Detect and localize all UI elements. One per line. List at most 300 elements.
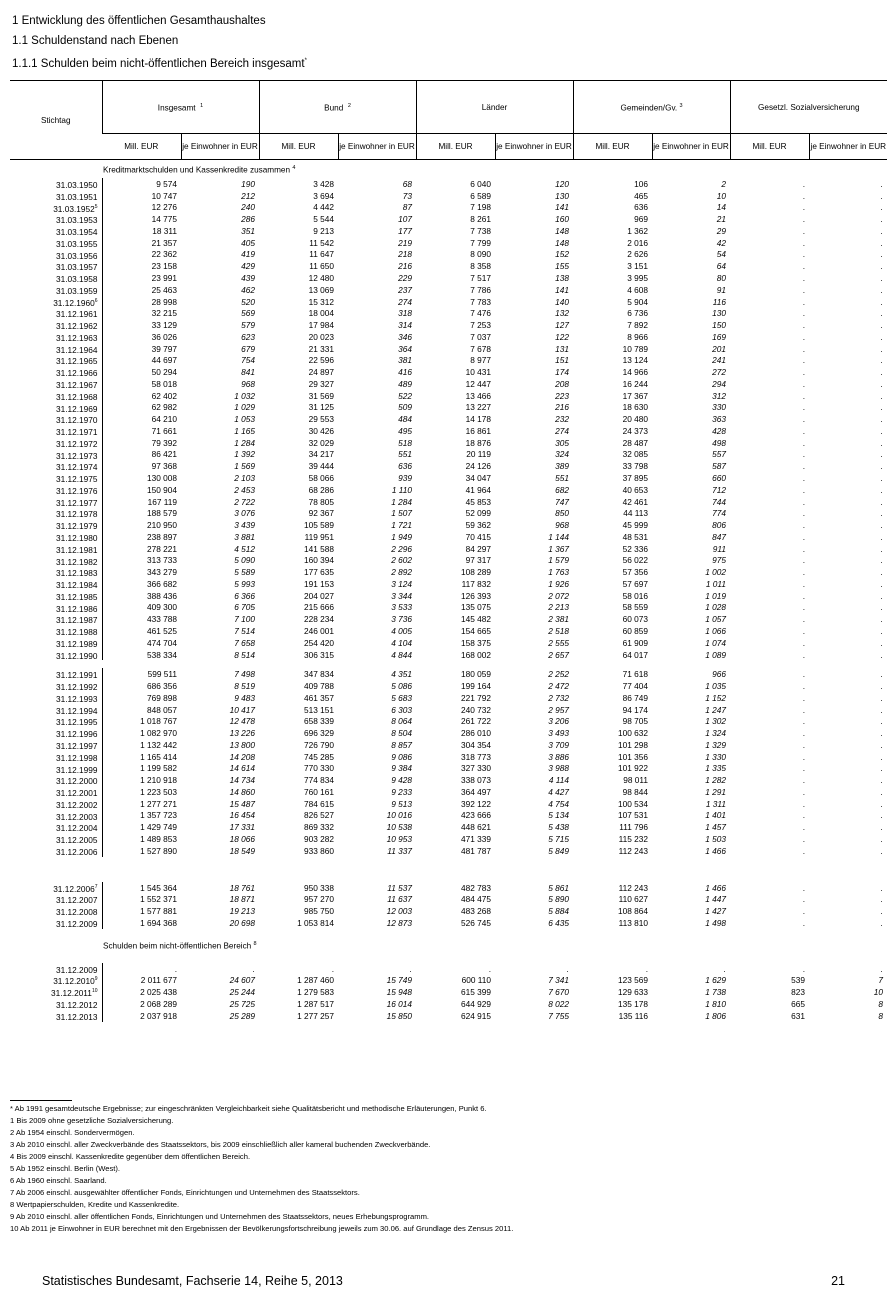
footnote: 4 Bis 2009 einschl. Kassenkredite gegenüber dem öffentlichen Bereich. bbox=[10, 1152, 251, 1161]
cell-stichtag: 31.12.2003 bbox=[10, 810, 102, 822]
cell-je-einwohner: 1 806 bbox=[705, 1010, 727, 1021]
cell-mill-eur: 39 797 bbox=[151, 343, 177, 354]
cell-mill-eur: . bbox=[802, 739, 806, 750]
title-sub: 1.1 Schuldenstand nach Ebenen bbox=[12, 35, 179, 47]
cell-je-einwohner: 17 331 bbox=[229, 822, 255, 833]
cell-je-einwohner: 8 857 bbox=[391, 739, 412, 750]
footnote: 6 Ab 1960 einschl. Saarland. bbox=[10, 1176, 107, 1185]
cell-je-einwohner: . bbox=[880, 496, 884, 507]
cell-je-einwohner: 13 226 bbox=[229, 728, 255, 739]
cell-mill-eur: 44 113 bbox=[623, 508, 648, 519]
cell-je-einwohner: 130 bbox=[712, 308, 727, 319]
cell-mill-eur: 957 270 bbox=[304, 894, 334, 905]
cell-je-einwohner: 6 366 bbox=[234, 590, 255, 601]
cell-mill-eur: 45 999 bbox=[622, 520, 648, 531]
cell-mill-eur: 84 297 bbox=[465, 543, 491, 554]
cell-mill-eur: 113 810 bbox=[618, 917, 648, 928]
cell-mill-eur: 15 312 bbox=[308, 296, 334, 307]
cell-je-einwohner: . bbox=[880, 692, 884, 703]
cell-je-einwohner: 9 384 bbox=[391, 763, 412, 774]
header-mill: Mill. EUR bbox=[259, 134, 338, 160]
cell-je-einwohner: 10 bbox=[873, 987, 884, 998]
header-group-gemeinden: Gemeinden/Gv. $^3$ bbox=[573, 81, 730, 134]
cell-je-einwohner: 54 bbox=[716, 249, 727, 260]
cell-mill-eur: 10 747 bbox=[151, 190, 177, 201]
cell-je-einwohner: 1 810 bbox=[705, 998, 727, 1009]
cell-je-einwohner: 8 bbox=[878, 1010, 884, 1021]
cell-je-einwohner: 286 bbox=[241, 214, 255, 225]
cell-mill-eur: 254 420 bbox=[304, 637, 334, 648]
cell-je-einwohner: 557 bbox=[712, 449, 727, 460]
cell-je-einwohner: . bbox=[880, 728, 884, 739]
cell-mill-eur: . bbox=[802, 810, 806, 821]
cell-je-einwohner: 3 533 bbox=[391, 602, 412, 613]
cell-mill-eur: 13 227 bbox=[465, 402, 491, 413]
cell-je-einwohner: 1 498 bbox=[705, 917, 727, 928]
cell-mill-eur: 57 697 bbox=[622, 578, 648, 589]
footnote: 2 Ab 1954 einschl. Sondervermögen. bbox=[10, 1128, 135, 1137]
cell-je-einwohner: 190 bbox=[241, 178, 255, 189]
cell-mill-eur: . bbox=[802, 567, 806, 578]
table-row bbox=[10, 343, 887, 355]
cell-mill-eur: 1 132 442 bbox=[140, 739, 177, 750]
cell-mill-eur: . bbox=[802, 786, 806, 797]
cell-mill-eur: 135 075 bbox=[461, 602, 491, 613]
cell-mill-eur: 644 929 bbox=[461, 998, 491, 1009]
table-row bbox=[10, 774, 887, 786]
header-mill: Mill. EUR bbox=[102, 134, 181, 160]
cell-mill-eur: 539 bbox=[791, 975, 806, 986]
cell-mill-eur: 61 909 bbox=[622, 637, 648, 648]
title-main: 1 Entwicklung des öffentlichen Gesamthaushaltes bbox=[12, 15, 266, 27]
table-row bbox=[10, 519, 887, 531]
cell-mill-eur: . bbox=[802, 728, 806, 739]
cell-mill-eur: . bbox=[802, 882, 806, 893]
header-einw: je Einwohner in EUR bbox=[495, 134, 573, 160]
table-row bbox=[10, 998, 887, 1010]
cell-je-einwohner: 11 337 bbox=[387, 845, 412, 856]
cell-je-einwohner: 1 066 bbox=[705, 625, 727, 636]
cell-je-einwohner: 5 683 bbox=[391, 692, 412, 703]
cell-je-einwohner: 1 002 bbox=[705, 567, 727, 578]
cell-je-einwohner: 24 607 bbox=[229, 975, 255, 986]
cell-mill-eur: 97 368 bbox=[151, 461, 177, 472]
cell-mill-eur: 14 966 bbox=[622, 367, 648, 378]
cell-mill-eur: . bbox=[802, 602, 806, 613]
cell-je-einwohner: 911 bbox=[712, 543, 727, 554]
cell-je-einwohner: 141 bbox=[555, 284, 569, 295]
table-row bbox=[10, 578, 887, 590]
cell-je-einwohner: . bbox=[880, 894, 884, 905]
cell-mill-eur: 338 073 bbox=[461, 775, 491, 786]
cell-mill-eur: 37 895 bbox=[622, 473, 648, 484]
table-row bbox=[10, 727, 887, 739]
cell-mill-eur: 13 069 bbox=[308, 284, 334, 295]
cell-mill-eur: 204 027 bbox=[304, 590, 334, 601]
table-row bbox=[10, 507, 887, 519]
cell-je-einwohner: 8 bbox=[878, 998, 884, 1009]
cell-je-einwohner: 4 427 bbox=[548, 786, 569, 797]
cell-je-einwohner: 850 bbox=[555, 508, 569, 519]
cell-je-einwohner: 351 bbox=[241, 225, 255, 236]
cell-mill-eur: 686 356 bbox=[147, 681, 177, 692]
cell-mill-eur: 64 210 bbox=[151, 414, 177, 425]
table-row bbox=[10, 354, 887, 366]
cell-mill-eur: 32 085 bbox=[622, 449, 648, 460]
cell-mill-eur: 40 653 bbox=[622, 484, 648, 495]
cell-mill-eur: . bbox=[802, 378, 806, 389]
cell-je-einwohner: 1 949 bbox=[391, 531, 412, 542]
cell-mill-eur: 101 356 bbox=[618, 751, 648, 762]
cell-je-einwohner: 14 734 bbox=[229, 775, 255, 786]
cell-stichtag: 31.12.1983 bbox=[10, 566, 102, 578]
cell-mill-eur: . bbox=[802, 590, 806, 601]
cell-mill-eur: 7 037 bbox=[470, 331, 491, 342]
cell-mill-eur: 32 029 bbox=[308, 437, 334, 448]
cell-je-einwohner: . bbox=[880, 461, 884, 472]
cell-mill-eur: 58 559 bbox=[622, 602, 648, 613]
cell-mill-eur: . bbox=[802, 273, 806, 283]
cell-mill-eur: 1 362 bbox=[627, 225, 648, 236]
cell-je-einwohner: 240 bbox=[241, 202, 255, 213]
cell-je-einwohner: 495 bbox=[398, 425, 412, 436]
cell-mill-eur: . bbox=[802, 261, 806, 272]
cell-mill-eur: 98 705 bbox=[622, 716, 648, 727]
cell-je-einwohner: 318 bbox=[398, 308, 412, 319]
cell-je-einwohner: 20 698 bbox=[229, 917, 255, 928]
header-mill: Mill. EUR bbox=[730, 134, 809, 160]
cell-mill-eur: 33 129 bbox=[151, 320, 177, 331]
table-row bbox=[10, 272, 887, 284]
cell-mill-eur: 221 792 bbox=[461, 692, 491, 703]
cell-stichtag: 31.03.1956 bbox=[10, 249, 102, 261]
table-row bbox=[10, 810, 887, 822]
cell-je-einwohner: 1 282 bbox=[705, 775, 727, 786]
cell-je-einwohner: 131 bbox=[555, 343, 569, 354]
table-row bbox=[10, 225, 887, 237]
table-row bbox=[10, 680, 887, 692]
cell-je-einwohner: 11 537 bbox=[387, 882, 412, 893]
cell-mill-eur: 20 480 bbox=[622, 414, 648, 425]
cell-mill-eur: 8 358 bbox=[470, 261, 491, 272]
cell-stichtag: 31.12.2012 bbox=[10, 998, 102, 1010]
cell-mill-eur: 106 bbox=[634, 178, 648, 189]
footer-source: Statistisches Bundesamt, Fachserie 14, Reihe 5, 2013 bbox=[42, 1274, 343, 1288]
cell-stichtag: 31.12.1966 bbox=[10, 366, 102, 378]
cell-mill-eur: 8 966 bbox=[627, 331, 648, 342]
cell-mill-eur: 826 527 bbox=[304, 810, 334, 821]
cell-je-einwohner: 636 bbox=[398, 461, 412, 472]
cell-je-einwohner: . bbox=[880, 320, 884, 331]
cell-je-einwohner: 151 bbox=[555, 355, 569, 366]
cell-mill-eur: 409 788 bbox=[304, 681, 334, 692]
cell-je-einwohner: 405 bbox=[241, 237, 255, 248]
cell-mill-eur: 624 915 bbox=[461, 1010, 491, 1021]
cell-stichtag: 31.12.1984 bbox=[10, 578, 102, 590]
cell-je-einwohner: 1 447 bbox=[705, 894, 727, 905]
cell-mill-eur: 1 277 257 bbox=[297, 1010, 334, 1021]
cell-je-einwohner: 1 019 bbox=[705, 590, 727, 601]
cell-mill-eur: 98 011 bbox=[623, 775, 648, 786]
cell-je-einwohner: 520 bbox=[241, 296, 255, 307]
cell-mill-eur: 246 001 bbox=[304, 625, 334, 636]
cell-je-einwohner: 1 926 bbox=[548, 578, 569, 589]
cell-stichtag: 31.12.1974 bbox=[10, 460, 102, 472]
cell-je-einwohner: 966 bbox=[712, 669, 727, 680]
table-row bbox=[10, 882, 887, 894]
cell-mill-eur: 8 261 bbox=[470, 214, 491, 225]
cell-stichtag: 31.12.1961 bbox=[10, 307, 102, 319]
cell-je-einwohner: 274 bbox=[398, 296, 412, 307]
header-group-insgesamt: Insgesamt $^1$ bbox=[102, 81, 259, 134]
cell-mill-eur: 471 339 bbox=[461, 833, 491, 844]
cell-je-einwohner: 1 011 bbox=[705, 578, 727, 589]
cell-je-einwohner: 2 892 bbox=[391, 567, 412, 578]
cell-mill-eur: . bbox=[802, 178, 806, 189]
cell-mill-eur: 39 444 bbox=[308, 461, 334, 472]
header-mill: Mill. EUR bbox=[573, 134, 652, 160]
cell-mill-eur: 60 073 bbox=[622, 614, 648, 625]
cell-mill-eur: 985 750 bbox=[304, 906, 334, 917]
cell-je-einwohner: 679 bbox=[241, 343, 255, 354]
cell-mill-eur: 17 367 bbox=[622, 390, 648, 401]
footnote-rule bbox=[10, 1100, 72, 1101]
table-row bbox=[10, 602, 887, 614]
cell-mill-eur: 599 511 bbox=[147, 669, 177, 680]
cell-mill-eur: . bbox=[802, 284, 806, 295]
cell-je-einwohner: 4 844 bbox=[391, 649, 412, 660]
cell-je-einwohner: 15 850 bbox=[386, 1010, 412, 1021]
cell-je-einwohner: 439 bbox=[241, 273, 255, 283]
cell-je-einwohner: 148 bbox=[555, 225, 569, 236]
cell-mill-eur: 636 bbox=[634, 202, 648, 213]
cell-je-einwohner: 155 bbox=[555, 261, 569, 272]
cell-mill-eur: 22 362 bbox=[151, 249, 177, 260]
cell-mill-eur: 933 860 bbox=[304, 845, 334, 856]
cell-je-einwohner: 18 066 bbox=[229, 833, 255, 844]
cell-je-einwohner: 1 629 bbox=[705, 975, 727, 986]
cell-stichtag: 31.03.1955 bbox=[10, 237, 102, 249]
cell-je-einwohner: 3 206 bbox=[548, 716, 569, 727]
cell-stichtag: 31.12.1995 bbox=[10, 715, 102, 727]
table-row bbox=[10, 637, 887, 649]
cell-mill-eur: 1 552 371 bbox=[140, 894, 177, 905]
cell-mill-eur: 45 853 bbox=[465, 496, 491, 507]
cell-stichtag: 31.12.1980 bbox=[10, 531, 102, 543]
cell-mill-eur: . bbox=[802, 963, 806, 974]
cell-je-einwohner: 3 988 bbox=[548, 763, 569, 774]
cell-mill-eur: . bbox=[802, 625, 806, 636]
cell-je-einwohner: 8 064 bbox=[391, 716, 412, 727]
cell-je-einwohner: 13 800 bbox=[229, 739, 255, 750]
cell-mill-eur: 50 294 bbox=[151, 367, 177, 378]
cell-stichtag: 31.12.1975 bbox=[10, 472, 102, 484]
table-row bbox=[10, 668, 887, 680]
cell-stichtag: 31.12.1969 bbox=[10, 402, 102, 414]
cell-mill-eur: . bbox=[802, 543, 806, 554]
table-row bbox=[10, 1010, 887, 1022]
cell-mill-eur: 461 357 bbox=[304, 692, 334, 703]
cell-mill-eur: 7 253 bbox=[470, 320, 491, 331]
cell-mill-eur: 28 487 bbox=[622, 437, 648, 448]
cell-stichtag: 31.12.1993 bbox=[10, 692, 102, 704]
cell-je-einwohner: 2 296 bbox=[391, 543, 412, 554]
cell-mill-eur: . bbox=[802, 578, 806, 589]
cell-je-einwohner: 1 028 bbox=[705, 602, 727, 613]
cell-je-einwohner: 91 bbox=[716, 284, 727, 295]
table-row bbox=[10, 821, 887, 833]
cell-je-einwohner: 1 457 bbox=[705, 822, 727, 833]
cell-je-einwohner: . bbox=[880, 798, 884, 809]
cell-je-einwohner: 518 bbox=[398, 437, 412, 448]
cell-mill-eur: . bbox=[802, 833, 806, 844]
cell-stichtag: 31.12.1978 bbox=[10, 507, 102, 519]
cell-stichtag: 31.12.1992 bbox=[10, 680, 102, 692]
cell-stichtag: 31.12.2009 bbox=[10, 917, 102, 929]
cell-mill-eur: . bbox=[802, 716, 806, 727]
cell-mill-eur: 119 951 bbox=[304, 531, 334, 542]
table-row bbox=[10, 449, 887, 461]
footnote: * Ab 1991 gesamtdeutsche Ergebnisse; zur eingeschränkten Vergleichbarkeit siehe Qualitätsbericht und methodische Erläuterungen, Punkt 6. bbox=[10, 1104, 487, 1113]
cell-mill-eur: 52 336 bbox=[622, 543, 648, 554]
cell-je-einwohner: . bbox=[880, 763, 884, 774]
cell-mill-eur: 16 861 bbox=[465, 425, 491, 436]
cell-mill-eur: 1 082 970 bbox=[140, 728, 177, 739]
cell-mill-eur: 23 991 bbox=[151, 273, 177, 283]
cell-mill-eur: . bbox=[802, 355, 806, 366]
cell-mill-eur: . bbox=[802, 414, 806, 425]
cell-mill-eur: 101 922 bbox=[618, 763, 648, 774]
cell-mill-eur: 7 738 bbox=[470, 225, 491, 236]
cell-mill-eur: 2 037 918 bbox=[140, 1010, 177, 1021]
cell-stichtag: 31.12.1973 bbox=[10, 449, 102, 461]
cell-mill-eur: 105 589 bbox=[304, 520, 334, 531]
cell-stichtag: 31.12.1960$^6$ bbox=[10, 296, 102, 308]
table-row bbox=[10, 917, 887, 929]
table-row bbox=[10, 715, 887, 727]
cell-mill-eur: 70 415 bbox=[465, 531, 491, 542]
cell-mill-eur: 1 053 814 bbox=[297, 917, 334, 928]
cell-je-einwohner: 8 504 bbox=[391, 728, 412, 739]
row-spacer bbox=[10, 955, 887, 963]
cell-je-einwohner: 4 512 bbox=[234, 543, 255, 554]
cell-mill-eur: 21 357 bbox=[151, 237, 177, 248]
cell-je-einwohner: 2 252 bbox=[548, 669, 569, 680]
cell-mill-eur: 215 666 bbox=[304, 602, 334, 613]
cell-mill-eur: 117 832 bbox=[461, 578, 491, 589]
cell-je-einwohner: . bbox=[252, 963, 255, 974]
cell-mill-eur: 100 534 bbox=[618, 798, 648, 809]
cell-je-einwohner: 2 453 bbox=[234, 484, 255, 495]
cell-je-einwohner: . bbox=[880, 378, 884, 389]
cell-mill-eur: 3 694 bbox=[313, 190, 334, 201]
cell-stichtag: 31.03.1950 bbox=[10, 178, 102, 190]
cell-mill-eur: . bbox=[802, 473, 806, 484]
cell-mill-eur: 62 402 bbox=[151, 390, 177, 401]
cell-je-einwohner: 489 bbox=[398, 378, 412, 389]
cell-je-einwohner: 1 110 bbox=[391, 484, 412, 495]
cell-mill-eur: 7 786 bbox=[470, 284, 491, 295]
cell-je-einwohner: 5 849 bbox=[548, 845, 569, 856]
cell-je-einwohner: 15 749 bbox=[386, 975, 412, 986]
cell-mill-eur: 77 404 bbox=[622, 681, 648, 692]
cell-mill-eur: 8 090 bbox=[470, 249, 491, 260]
cell-je-einwohner: . bbox=[880, 555, 884, 566]
cell-stichtag: 31.03.1952$^5$ bbox=[10, 202, 102, 214]
cell-je-einwohner: . bbox=[880, 296, 884, 307]
cell-je-einwohner: 6 303 bbox=[391, 704, 412, 715]
cell-je-einwohner: 25 244 bbox=[229, 987, 255, 998]
cell-stichtag: 31.12.1987 bbox=[10, 613, 102, 625]
cell-stichtag: 31.03.1957 bbox=[10, 260, 102, 272]
cell-je-einwohner: 968 bbox=[241, 378, 255, 389]
cell-je-einwohner: 416 bbox=[398, 367, 412, 378]
row-spacer bbox=[10, 929, 887, 937]
cell-je-einwohner: 1 032 bbox=[234, 390, 255, 401]
cell-mill-eur: 11 542 bbox=[309, 237, 334, 248]
header-stichtag: Stichtag bbox=[10, 81, 102, 160]
cell-mill-eur: 29 553 bbox=[308, 414, 334, 425]
cell-je-einwohner: . bbox=[880, 649, 884, 660]
cell-je-einwohner: . bbox=[880, 273, 884, 283]
cell-mill-eur: 108 864 bbox=[618, 906, 648, 917]
cell-je-einwohner: . bbox=[880, 249, 884, 260]
cell-je-einwohner: 4 005 bbox=[391, 625, 412, 636]
cell-mill-eur: 62 982 bbox=[151, 402, 177, 413]
cell-mill-eur: 18 004 bbox=[308, 308, 334, 319]
cell-je-einwohner: . bbox=[880, 716, 884, 727]
cell-je-einwohner: . bbox=[880, 237, 884, 248]
cell-je-einwohner: 8 022 bbox=[548, 998, 569, 1009]
cell-mill-eur: 191 153 bbox=[304, 578, 334, 589]
table-row bbox=[10, 307, 887, 319]
cell-mill-eur: 513 151 bbox=[304, 704, 334, 715]
cell-je-einwohner: 274 bbox=[555, 425, 569, 436]
cell-mill-eur: 154 665 bbox=[461, 625, 491, 636]
table-row bbox=[10, 893, 887, 905]
cell-je-einwohner: 80 bbox=[716, 273, 727, 283]
cell-je-einwohner: 150 bbox=[712, 320, 727, 331]
cell-mill-eur: . bbox=[802, 225, 806, 236]
cell-mill-eur: 28 998 bbox=[151, 296, 177, 307]
cell-je-einwohner: . bbox=[880, 822, 884, 833]
cell-je-einwohner: 174 bbox=[555, 367, 569, 378]
table-row bbox=[10, 319, 887, 331]
cell-je-einwohner: 2 518 bbox=[548, 625, 569, 636]
cell-stichtag: 31.12.1965 bbox=[10, 354, 102, 366]
cell-je-einwohner: 747 bbox=[555, 496, 569, 507]
cell-mill-eur: 903 282 bbox=[304, 833, 334, 844]
cell-je-einwohner: 1 302 bbox=[705, 716, 727, 727]
cell-je-einwohner: 68 bbox=[402, 178, 412, 189]
table-row bbox=[10, 378, 887, 390]
table-row bbox=[10, 751, 887, 763]
cell-je-einwohner: 7 755 bbox=[548, 1010, 569, 1021]
table-row bbox=[10, 704, 887, 716]
cell-mill-eur: 115 232 bbox=[618, 833, 648, 844]
cell-mill-eur: 388 436 bbox=[147, 590, 177, 601]
table-body bbox=[10, 160, 887, 1022]
header-mill: Mill. EUR bbox=[416, 134, 495, 160]
cell-stichtag: 31.12.1985 bbox=[10, 590, 102, 602]
table-row bbox=[10, 963, 887, 975]
cell-mill-eur: 13 124 bbox=[622, 355, 648, 366]
cell-je-einwohner: 1 763 bbox=[548, 567, 569, 578]
cell-je-einwohner: . bbox=[880, 917, 884, 928]
cell-mill-eur: 313 733 bbox=[147, 555, 177, 566]
cell-je-einwohner: 1 291 bbox=[705, 786, 727, 797]
cell-je-einwohner: 3 886 bbox=[548, 751, 569, 762]
